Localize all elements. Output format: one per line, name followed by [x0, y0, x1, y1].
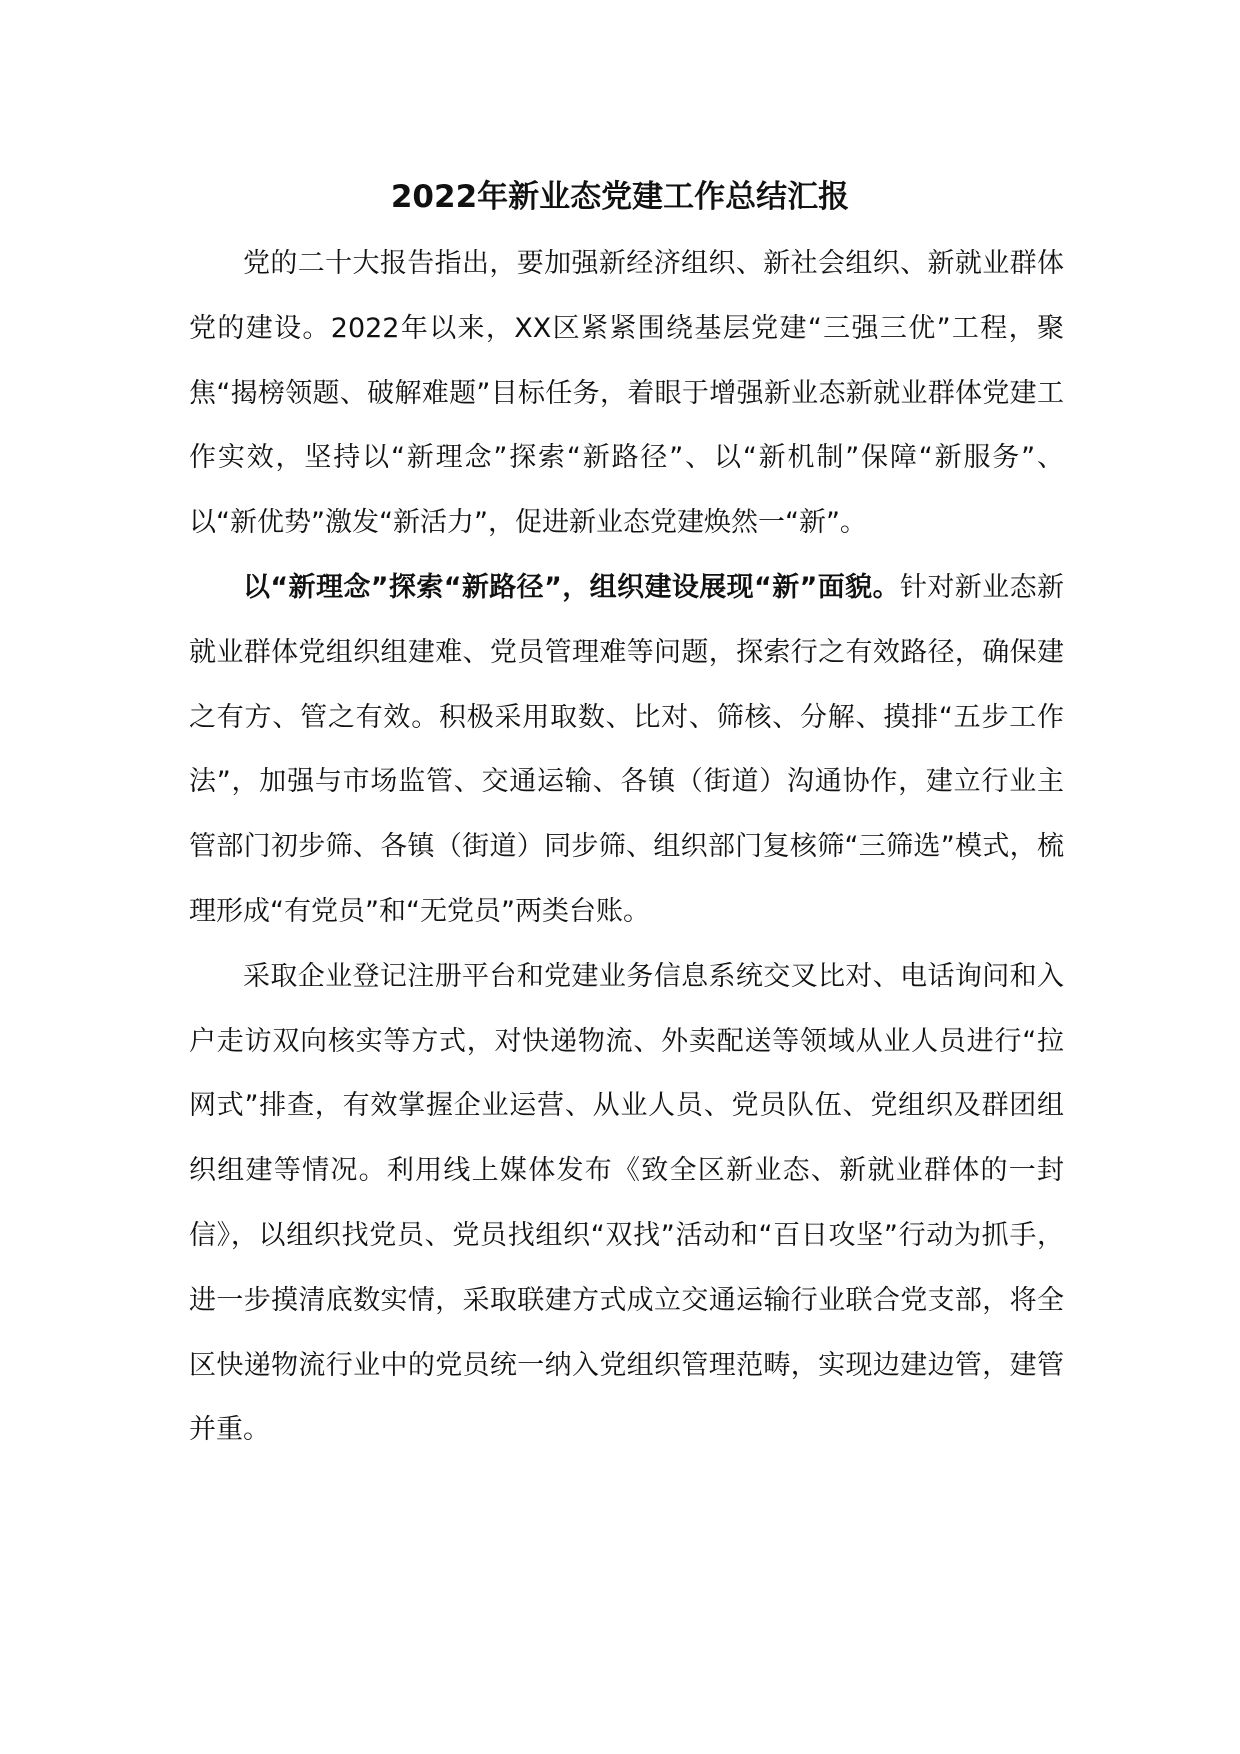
paragraph-intro	[189, 232, 1064, 556]
paragraph-text: 采取企业登记注册平台和党建业务信息系统交叉比对、电话询问和入户走访双向核实等方式，对快递物流、外卖配送等领域从业人员进行“拉网式”排查，有效掌握企业运营、从业人员、党员队伍、党组织及群团组织组建等情况。利用线上媒体发布《致全区新业态、新就业群体的一封信》，以组织找党员、党员找组织“双找”活动和“百日攻坚”行动为抓手，进一步摸清底数实情，采取联建方式成立交通运输行业联合党支部，将全区快递物流行业中的党员统一纳入党组织管理范畴，实现边建边管，建管并重。	[189, 960, 1064, 1446]
paragraph-section-organization	[189, 556, 1064, 945]
paragraph-investigation	[189, 945, 1064, 1463]
document-title: 2022年新业态党建工作总结汇报	[390, 179, 850, 215]
paragraph-text: 针对新业态新就业群体党组织组建难、党员管理难等问题，探索行之有效路径，确保建之有方、管之有效。积极采用取数、比对、筛核、分解、摸排“五步工作法”，加强与市场监管、交通运输、各镇（街道）沟通协作，建立行业主管部门初步筛、各镇（街道）同步筛、组织部门复核筛“三筛选”模式，梳理形成“有党员”和“无党员”两类台账。	[189, 571, 1064, 927]
document-body	[189, 232, 1064, 1463]
paragraph-lead-heading: 以“新理念”探索“新路径”，组织建设展现“新”面貌。	[243, 571, 900, 603]
paragraph-text: 党的二十大报告指出，要加强新经济组织、新社会组织、新就业群体党的建设。2022年以来，XX区紧紧围绕基层党建“三强三优”工程，聚焦“揭榜领题、破解难题”目标任务，着眼于增强新业态新就业群体党建工作实效，坚持以“新理念”探索“新路径”、以“新机制”保障“新服务”、以“新优势”激发“新活力”，促进新业态党建焕然一“新”。	[189, 248, 1064, 539]
